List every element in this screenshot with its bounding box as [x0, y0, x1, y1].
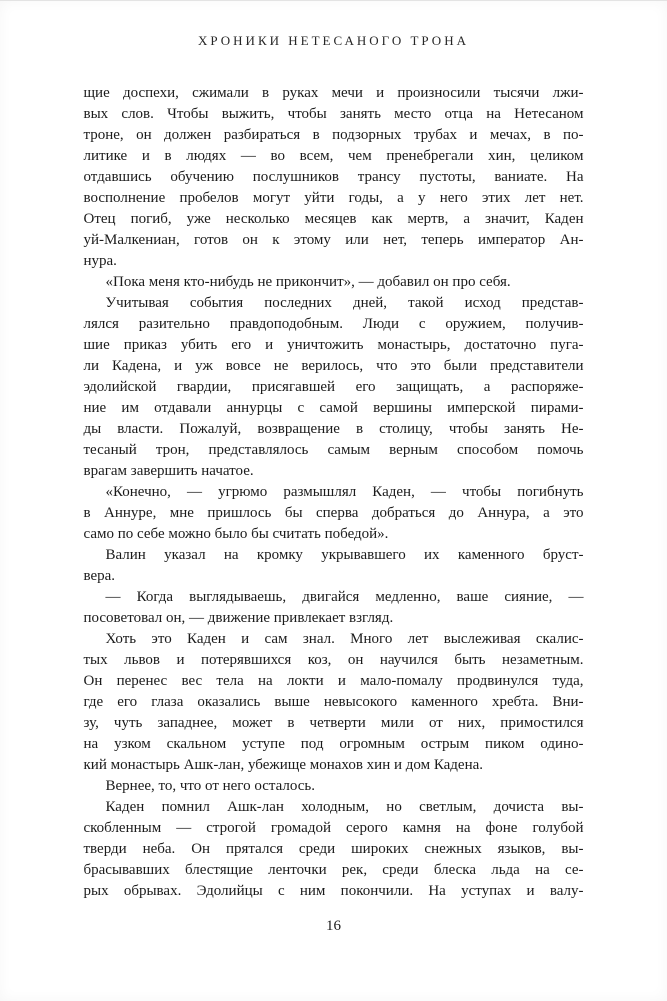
text-line: Каден помнил Ашк-лан холодным, но светлым, дочиста вы- [105, 799, 584, 815]
text-line: ли Кадена, и уж вовсе не верилось, что это были представители [83, 358, 584, 374]
text-line: литике и в людях — во всем, чем пренебрегали хин, целиком [83, 148, 584, 164]
text-line: тых львов и потерявшихся коз, он научился быть незаметным. [83, 652, 584, 668]
text-line: Отец погиб, уже несколько месяцев как мертв, а значит, Каден [83, 211, 584, 227]
text-line: ние им отдавали аннурцы с самой вершины имперской пирами- [83, 400, 584, 416]
text-line: отдавшись обучению послушников трансу пустоты, ваниате. На [83, 169, 584, 185]
paragraph [84, 545, 584, 587]
text-line: Учитывая события последних дней, такой исход представ- [105, 295, 584, 311]
text-line: тесаный трон, представлялось самым верным способом помочь [83, 442, 584, 458]
paragraph [84, 83, 584, 272]
body-text [84, 83, 584, 902]
text-line: нура. [83, 253, 117, 269]
text-line: брасывавших блестящие ленточки рек, среди блеска льда на се- [83, 862, 584, 878]
text-line: эдолийской гвардии, присягавшей его защищать, а распоряже- [83, 379, 584, 395]
text-line: Вернее, то, что от него осталось. [105, 778, 316, 794]
page-number: 16 [326, 918, 341, 934]
paragraph [84, 482, 584, 545]
text-line: шие приказ убить его и уничтожить монастырь, достаточно пуга- [83, 337, 584, 353]
text-line: щие доспехи, сжимали в руках мечи и произносили тысячи лжи- [83, 85, 584, 101]
text-line: скобленным — строгой громадой серого камня на фоне голубой [83, 820, 584, 836]
text-line: Валин указал на кромку укрывавшего их каменного бруст- [105, 547, 584, 563]
text-line: вера. [83, 568, 116, 584]
text-line: уй-Малкениан, готов он к этому или нет, теперь император Ан- [83, 232, 584, 248]
paragraph [84, 293, 584, 482]
text-line: зу, чуть западнее, может в четверти мили от них, примостился [83, 715, 584, 731]
text-line: кий монастырь Ашк-лан, убежище монахов хин и дом Кадена. [83, 757, 484, 773]
text-line: само по себе можно было бы считать победой». [83, 526, 389, 542]
text-line: вых слов. Чтобы выжить, чтобы занять место отца на Нетесаном [83, 106, 584, 122]
paragraph [84, 797, 584, 902]
text-line: в Аннуре, мне пришлось бы сперва добраться до Аннура, а это [83, 505, 584, 521]
text-line: ды власти. Пожалуй, возвращение в столицу, чтобы занять Не- [83, 421, 584, 437]
text-line: — Когда выглядываешь, двигайся медленно, ваше сияние, — [105, 589, 584, 605]
paragraph [84, 776, 584, 797]
text-line: Он перенес вес тела на локти и мало-помалу продвинулся туда, [83, 673, 584, 689]
paragraph [84, 272, 584, 293]
text-line: посоветовал он, — движение привлекает взгляд. [83, 610, 394, 626]
text-line: восполнение пробелов могут уйти годы, а у него этих лет нет. [83, 190, 584, 206]
text-line: рых обрывах. Эдолийцы с ним покончили. На уступах и валу- [83, 883, 584, 899]
text-line: врагам завершить начатое. [83, 463, 254, 479]
text-line: Хоть это Каден и сам знал. Много лет выслеживая скалис- [105, 631, 584, 647]
paragraph [84, 587, 584, 629]
running-header: ХРОНИКИ НЕТЕСАНОГО ТРОНА [198, 33, 469, 48]
text-line: на узком скальном уступе под огромным острым пиком одино- [83, 736, 584, 752]
text-line: тверди неба. Он прятался среди широких снежных языков, вы- [83, 841, 584, 857]
text-line: «Конечно, — угрюмо размышлял Каден, — чтобы погибнуть [105, 484, 584, 500]
text-line: лялся разительно правдоподобным. Люди с оружием, получив- [83, 316, 584, 332]
paragraph [84, 629, 584, 776]
text-line: где его глаза оказались выше невысокого каменного хребта. Вни- [83, 694, 584, 710]
text-line: троне, он должен разбираться в подзорных трубах и мечах, в по- [83, 127, 584, 143]
text-line: «Пока меня кто-нибудь не прикончит», — добавил он про себя. [105, 274, 511, 290]
